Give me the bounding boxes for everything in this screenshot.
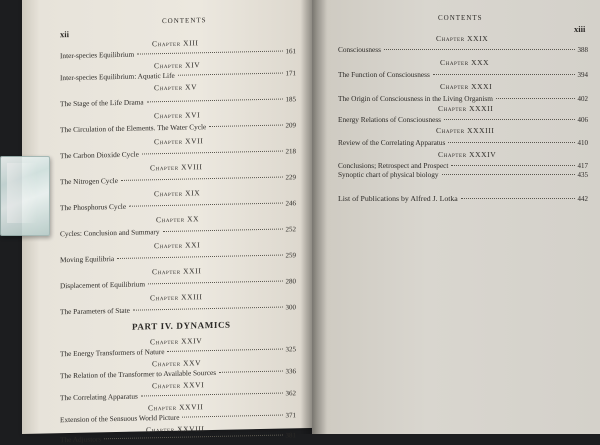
toc-entry-page: 280 <box>285 277 296 286</box>
toc-entry[interactable] <box>338 70 588 79</box>
chapter-heading: Chapter XXVIII <box>146 424 205 435</box>
leader-dots <box>133 307 283 311</box>
leader-dots <box>433 74 575 75</box>
chapter-heading: Chapter XX <box>156 214 200 225</box>
chapter-heading: Chapter XXXII <box>438 104 494 113</box>
leader-dots <box>104 435 282 440</box>
toc-entry-title: The Function of Consciousness <box>338 70 430 79</box>
toc-entry[interactable] <box>338 170 588 179</box>
leader-dots <box>384 49 575 50</box>
chapter-heading: Chapter XVIII <box>150 162 203 173</box>
leader-dots <box>451 165 574 166</box>
leader-dots <box>461 198 575 199</box>
leader-dots <box>442 174 575 175</box>
leader-dots <box>141 393 283 397</box>
toc-entry-title: The Adjustors <box>60 434 102 445</box>
toc-entry-page: 209 <box>285 121 296 130</box>
chapter-heading: Chapter XXVI <box>152 380 205 391</box>
toc-entry-page: 435 <box>577 171 588 179</box>
toc-entry-page: 388 <box>577 46 588 54</box>
toc-entry-title: Moving Equilibria <box>60 254 115 265</box>
leader-dots <box>167 349 282 352</box>
chapter-heading: Chapter XXX <box>440 58 490 67</box>
leader-dots <box>117 255 282 259</box>
toc-entry-title: The Origin of Consciousness in the Living Organism <box>338 94 493 103</box>
toc-entry-title: The Parameters of State <box>60 305 130 317</box>
toc-entry-page: 246 <box>285 199 296 208</box>
toc-entry[interactable] <box>338 161 588 170</box>
toc-entry[interactable] <box>60 198 296 212</box>
chapter-heading: Chapter XIV <box>154 60 201 71</box>
toc-entry-title: Review of the Correlating Apparatus <box>338 138 446 147</box>
toc-entry-title: Consciousness <box>338 45 381 54</box>
leader-dots <box>147 99 283 103</box>
toc-entry[interactable] <box>60 146 296 160</box>
toc-entry-page: 185 <box>285 95 296 104</box>
toc-entry-page: 394 <box>577 71 588 79</box>
toc-entry-title: The Carbon Dioxide Cycle <box>60 149 139 161</box>
leader-dots <box>496 98 575 99</box>
chapter-heading: Chapter XVII <box>154 136 204 147</box>
chapter-heading: Chapter XIX <box>154 188 201 199</box>
toc-entry-title: Extension of the Sensuous World Picture <box>60 412 180 425</box>
left-folio: xii <box>60 29 69 40</box>
leader-dots <box>448 142 574 143</box>
toc-entry-page: 161 <box>285 47 296 56</box>
leader-dots <box>182 415 282 418</box>
toc-entry-title: Inter-species Equilibrium: Aquatic Life <box>60 70 175 83</box>
leader-dots <box>121 177 283 181</box>
leader-dots <box>137 51 282 55</box>
toc-entry-page: 371 <box>285 411 296 420</box>
toc-entry-page: 402 <box>577 95 588 103</box>
right-folio: xiii <box>574 24 586 34</box>
toc-entry-title: The Nitrogen Cycle <box>60 175 118 187</box>
glass-page-weight <box>0 156 50 236</box>
toc-entry-title: Energy Relations of Consciousness <box>338 115 442 124</box>
toc-entry[interactable] <box>338 115 588 124</box>
toc-entry-page: 381 <box>285 431 296 440</box>
left-page <box>22 0 316 445</box>
right-page <box>312 0 600 434</box>
toc-entry-page: 218 <box>285 147 296 156</box>
toc-entry-title: The Circulation of the Elements. The Water Cycle <box>60 122 207 135</box>
leader-dots <box>219 371 282 373</box>
chapter-heading: Chapter XXIV <box>150 336 203 347</box>
toc-entry-page: 325 <box>285 345 296 354</box>
chapter-heading: Chapter XXIX <box>436 34 489 43</box>
toc-entry-page: 259 <box>285 251 296 260</box>
toc-entry-page: 442 <box>577 195 588 203</box>
chapter-heading: Chapter XXI <box>154 240 201 251</box>
toc-entry-title: The Energy Transformers of Nature <box>60 347 165 359</box>
toc-entry[interactable] <box>60 46 296 60</box>
left-running-head: CONTENTS <box>162 16 207 26</box>
toc-entry-page: 362 <box>285 389 296 398</box>
toc-entry[interactable] <box>60 94 296 108</box>
toc-entry-title: The Relation of the Transformer to Available Sources <box>60 367 217 381</box>
toc-entry-title: Synoptic chart of physical biology <box>338 170 439 179</box>
toc-entry-page: 406 <box>577 116 588 124</box>
toc-entry[interactable] <box>338 94 588 103</box>
toc-entry-page: 417 <box>577 162 588 170</box>
leader-dots <box>209 125 282 128</box>
toc-entry[interactable] <box>60 276 296 290</box>
toc-entry-page: 252 <box>285 225 296 234</box>
chapter-heading: Chapter XV <box>154 82 198 93</box>
toc-entry[interactable] <box>60 410 296 424</box>
toc-entry-title: The Stage of the Life Drama <box>60 97 144 109</box>
toc-entry-title: Cycles: Conclusion and Summary <box>60 227 160 239</box>
chapter-heading: Chapter XXXI <box>440 82 493 91</box>
toc-entry-title: List of Publications by Alfred J. Lotka <box>338 194 458 203</box>
toc-entry-page: 336 <box>285 367 296 376</box>
leader-dots <box>178 73 283 76</box>
toc-entry[interactable] <box>60 224 296 238</box>
chapter-heading: Chapter XXV <box>152 358 202 369</box>
chapter-heading: Chapter XXXIII <box>436 126 495 135</box>
chapter-heading: Chapter XVI <box>154 110 201 121</box>
toc-entry[interactable] <box>60 120 296 134</box>
chapter-heading: Chapter XXVII <box>148 402 204 413</box>
toc-entry[interactable] <box>60 302 296 316</box>
toc-entry[interactable] <box>60 344 296 358</box>
leader-dots <box>444 119 574 120</box>
toc-entry[interactable] <box>60 388 296 402</box>
chapter-heading: Chapter XXII <box>152 266 202 277</box>
toc-entry[interactable] <box>60 366 296 380</box>
leader-dots <box>163 229 283 233</box>
toc-entry[interactable] <box>338 45 588 54</box>
toc-entry-page: 300 <box>285 303 296 312</box>
toc-entry[interactable] <box>60 430 296 444</box>
toc-entry-title: Conclusions; Retrospect and Prospect <box>338 161 449 170</box>
chapter-heading: Chapter XIII <box>152 38 199 49</box>
toc-entry[interactable] <box>60 250 296 264</box>
toc-entry[interactable] <box>338 138 588 147</box>
toc-entry-title: The Phosphorus Cycle <box>60 201 127 213</box>
leader-dots <box>129 203 282 207</box>
chapter-heading: Chapter XXIII <box>150 292 203 303</box>
toc-entry-page: 229 <box>285 173 296 182</box>
toc-entry-publications[interactable] <box>338 194 588 203</box>
leader-dots <box>142 151 283 155</box>
toc-entry[interactable] <box>60 68 296 82</box>
toc-entry-page: 410 <box>577 139 588 147</box>
toc-entry-title: The Correlating Apparatus <box>60 391 138 403</box>
part-heading: PART IV. DYNAMICS <box>132 319 231 332</box>
toc-entry-title: Inter-species Equilibrium <box>60 49 135 61</box>
leader-dots <box>148 281 282 285</box>
chapter-heading: Chapter XXXIV <box>438 150 497 159</box>
toc-entry-title: Displacement of Equilibrium <box>60 279 146 291</box>
toc-entry[interactable] <box>60 172 296 186</box>
toc-entry-page: 171 <box>285 69 296 78</box>
right-running-head: CONTENTS <box>438 14 483 22</box>
